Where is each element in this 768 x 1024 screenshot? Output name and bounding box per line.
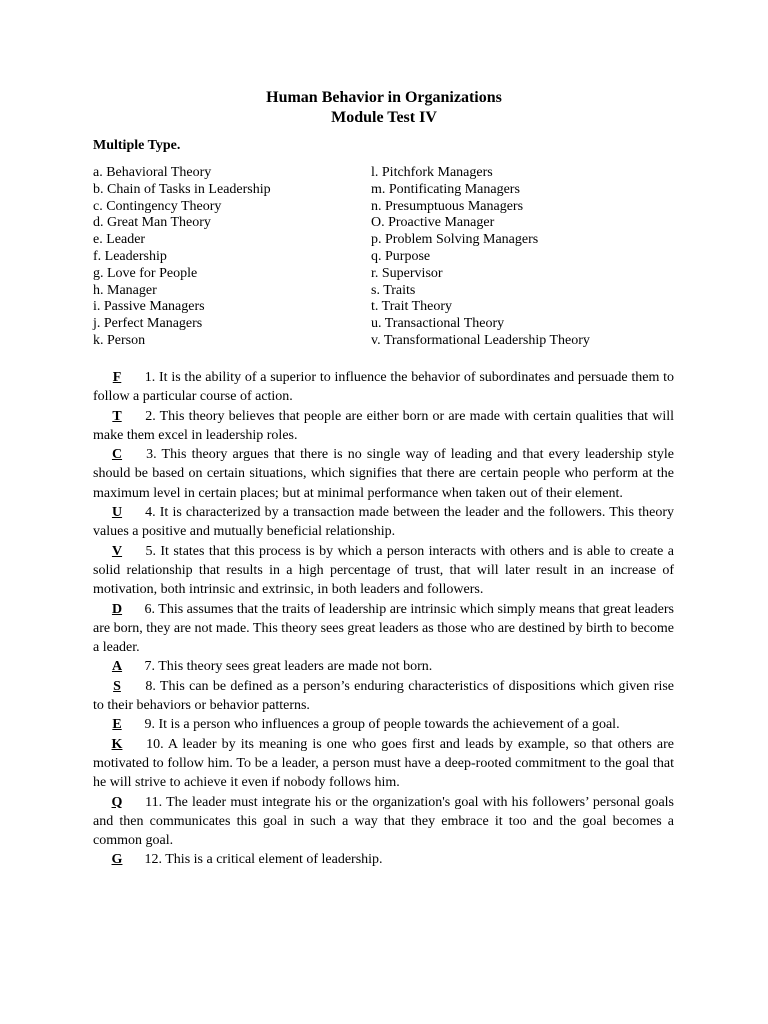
option-item: g. Love for People (93, 265, 198, 281)
question-item (93, 715, 674, 734)
question-item (93, 445, 674, 503)
answer-blank: C (111, 447, 123, 463)
question-text: 11. The leader must integrate his or the organization's goal with his followers’ personal goals and then communicates this goal in such a way that they embrace it too and the goal becomes a common goal. (93, 794, 674, 849)
options-left-column (93, 165, 271, 350)
question-text: 12. This is a critical element of leadership. (144, 852, 383, 868)
answer-blank: S (113, 678, 121, 694)
option-item: k. Person (93, 332, 146, 348)
question-item (93, 657, 674, 676)
answer-blank: A (111, 659, 123, 675)
question-item (93, 793, 674, 851)
section-heading: Multiple Type. (93, 138, 181, 153)
option-item: m. Pontificating Managers (371, 181, 520, 197)
option-item: h. Manager (93, 282, 157, 298)
option-item: u. Transactional Theory (371, 316, 505, 332)
question-item (93, 368, 674, 407)
option-item: j. Perfect Managers (93, 316, 203, 332)
question-text: 3. This theory argues that there is no single way of leading and that every leadership style should be based on certain situations, which signifies that there are certain people who perform at the maximum level in certain places; but at minimal performance when taken out of their element. (93, 447, 674, 501)
question-item (93, 503, 674, 542)
option-item: r. Supervisor (371, 265, 443, 281)
question-text: 4. It is characterized by a transaction made between the leader and the followers. This theory values a positive and mutually beneficial relationship. (93, 505, 675, 540)
document-subtitle: Module Test IV (331, 109, 437, 126)
question-item (93, 407, 674, 446)
option-item: p. Problem Solving Managers (371, 232, 539, 248)
answer-blank: F (112, 370, 122, 385)
answer-blank: V (111, 543, 123, 559)
option-item: v. Transformational Leadership Theory (371, 332, 590, 348)
option-item: l. Pitchfork Managers (371, 165, 493, 180)
question-text: 1. It is the ability of a superior to influence the behavior of subordinates and persuade them to follow a particular course of action. (93, 370, 674, 405)
question-text: 9. It is a person who influences a group of people towards the achievement of a goal. (144, 717, 620, 733)
option-item: q. Purpose (371, 248, 431, 264)
option-item: c. Contingency Theory (93, 198, 222, 214)
question-text: 8. This can be defined as a person’s enduring characteristics of dispositions which given rise to their behaviors or behavior patterns. (93, 678, 674, 714)
question-text: 2. This theory believes that people are either born or are made with certain qualities that will make them excel in leadership roles. (93, 408, 675, 443)
answer-blank: U (111, 505, 123, 521)
question-list (93, 368, 674, 870)
question-item (93, 677, 674, 716)
option-item: s. Traits (371, 282, 416, 298)
question-item (93, 600, 674, 658)
question-text: 10. A leader by its meaning is one who goes first and leads by example, so that others are motivated to follow him. To be a leader, a person must have a deep-rooted commitment to the goal that he will strive to achieve it even if nobody follows him. (93, 736, 674, 791)
question-text: 5. It states that this process is by which a person interacts with others and is able to create a solid relationship that results in a high percentage of trust, that will later result in an increase of motivation, both intrinsic and extrinsic, in both leaders and followers. (93, 543, 675, 598)
answer-blank: D (111, 601, 123, 617)
answer-blank: Q (111, 794, 123, 810)
option-item: f. Leadership (93, 248, 167, 264)
answer-blank: E (112, 717, 122, 733)
options-right-column (371, 165, 590, 350)
option-item: i. Passive Managers (93, 299, 205, 315)
option-item: t. Trait Theory (371, 299, 453, 315)
option-item: d. Great Man Theory (93, 215, 211, 231)
answer-blank: T (112, 408, 122, 424)
question-item (93, 850, 674, 869)
document-title: Human Behavior in Organizations (266, 89, 502, 106)
question-item (93, 542, 674, 600)
option-item: b. Chain of Tasks in Leadership (93, 181, 271, 197)
option-item: O. Proactive Manager (371, 215, 495, 231)
option-item: a. Behavioral Theory (93, 165, 212, 180)
option-item: e. Leader (93, 232, 146, 248)
question-text: 7. This theory sees great leaders are made not born. (144, 659, 433, 675)
answer-blank: G (111, 852, 123, 868)
answer-blank: K (111, 736, 123, 752)
option-item: n. Presumptuous Managers (371, 198, 524, 214)
question-text: 6. This assumes that the traits of leadership are intrinsic which simply means that great leaders are born, they are not made. This theory sees great leaders as those who are destined by birth to become a leader. (93, 601, 675, 656)
question-item (93, 735, 674, 793)
